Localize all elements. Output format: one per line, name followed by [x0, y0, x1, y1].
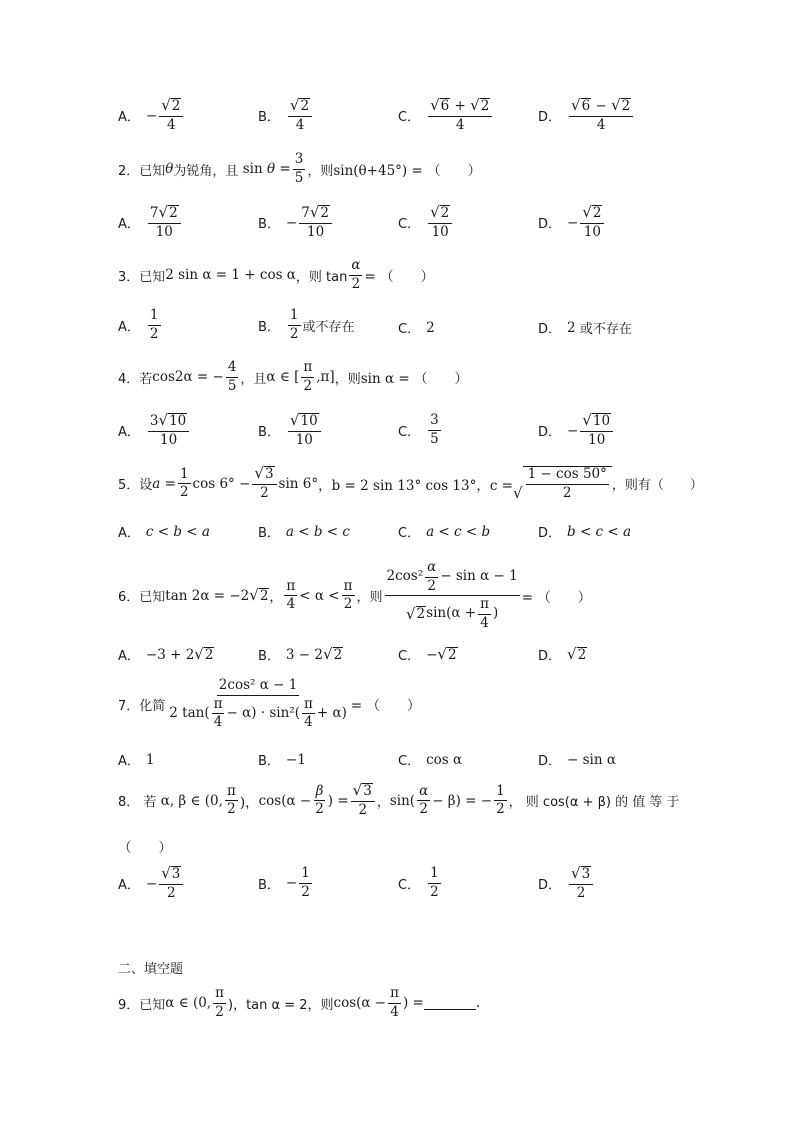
- q2-option-d[interactable]: D． − √ 2 10: [538, 205, 606, 240]
- q5-option-d[interactable]: D． b < c < a: [538, 523, 632, 541]
- q8-option-c[interactable]: C． $\frac{1}{2}$: [398, 865, 439, 900]
- q4-option-c[interactable]: C． $\frac{3}{5}$: [398, 412, 439, 447]
- q3-option-a[interactable]: A． $\frac{1}{2}$: [118, 307, 159, 342]
- question-9: 9．已知 α ∈ (0, $\frac{\pi}{2}$ )，tan α = 2，则 cos(α − $\frac{\pi}{4}$ ) = .: [118, 985, 481, 1020]
- question-3: 3．已知 2 sin α = 1 + cos α ，则 tan $\frac{\alpha}{2}$ = （ ）: [118, 257, 435, 292]
- question-7: 7．化简 2cos² α − 1 2 tan( $\frac{\pi}{4}$ − α) · sin²( $\frac{\pi}{4}$ + α) = （ ）: [118, 677, 421, 731]
- q1-option-d[interactable]: D． √ 6 − √ 2 4: [538, 98, 635, 133]
- q8-option-d[interactable]: D． √ 3 2: [538, 866, 595, 901]
- big-fraction: 2cos² α − 1 2 tan( $\frac{\pi}{4}$ − α) · sin²( $\frac{\pi}{4}$ + α): [169, 677, 347, 731]
- q6-option-c[interactable]: C． − √ 2: [398, 645, 457, 664]
- q6-option-d[interactable]: D． √ 2: [538, 645, 587, 664]
- q2-option-b[interactable]: B． − 7 √ 2 10: [258, 205, 334, 240]
- q4-option-d[interactable]: D． − √ 10 10: [538, 413, 615, 448]
- fraction: √ 2 4: [159, 98, 183, 133]
- q5-option-a[interactable]: A． c < b < a: [118, 523, 210, 541]
- fraction: √ 2 4: [288, 98, 312, 133]
- question-4: 4．若 cos2α = − $\frac{4}{5}$ ，且 α ∈ [ $\frac{\pi}{2}$ ,π] ，则 sin α = （ ）: [118, 359, 468, 394]
- fraction: √ 6 + √ 2 4: [428, 98, 492, 133]
- q3-option-c[interactable]: C． 2: [398, 319, 435, 337]
- q7-option-d[interactable]: D． − sin α: [538, 751, 616, 769]
- big-fraction: 2cos² $\frac{\alpha}{2}$ − sin α − 1 √ 2 sin(α + $\frac{\pi}{4}$ ): [386, 559, 518, 631]
- q6-option-b[interactable]: B． 3 − 2 √ 2: [258, 645, 343, 664]
- q7-option-a[interactable]: A． 1: [118, 751, 155, 769]
- q7-option-c[interactable]: C． cos α: [398, 751, 463, 769]
- question-5: 5．设 a = $\frac{1}{2}$ cos 6° − √ 3 2 sin 6° ，b = 2 sin 13° cos 13° ，c = √ $\frac{1 - \cos 50^\circ}{2}$ ，则有（ ）: [118, 464, 703, 503]
- q8-answer-paren: （ ）: [118, 840, 172, 856]
- q8-option-b[interactable]: B． − $\frac{1}{2}$: [258, 865, 310, 900]
- q4-option-a[interactable]: A． 3 √ 10 10: [118, 413, 191, 448]
- fraction: √ 6 − √ 2 4: [569, 98, 633, 133]
- section-title: 二、填空题: [118, 962, 184, 977]
- q2-option-c[interactable]: C． √ 2 10: [398, 205, 454, 240]
- q7-option-b[interactable]: B． −1: [258, 751, 306, 769]
- q5-option-b[interactable]: B． a < b < c: [258, 523, 350, 541]
- q1-option-a[interactable]: A． − √ 2 4: [118, 98, 185, 133]
- answer-blank[interactable]: [424, 997, 476, 1010]
- q1-option-c[interactable]: C． √ 6 + √ 2 4: [398, 98, 494, 133]
- q8-option-a[interactable]: A． − √ 3 2: [118, 866, 185, 901]
- q3-option-b[interactable]: B． $\frac{1}{2}$ 或不存在: [258, 307, 355, 342]
- question-2: 2．已知 θ 为锐角，且 sin θ = $\frac{3}{5}$ ，则 sin(θ+45°) = （ ）: [118, 151, 482, 186]
- question-6: 6．已知 tan 2α = −2 √ 2 ， $\frac{\pi}{4}$ < α < $\frac{\pi}{2}$ ，则 2cos² $\frac{\alpha}{2}$ − sin α − 1 √ 2 sin(α + $\frac{\pi}{4}$ ) = （ ）: [118, 559, 592, 631]
- question-8: 8． 若 α, β ∈ (0, $\frac{\pi}{2}$ )， cos(α − $\frac{\beta}{2}$ ) = √ 3 2 ， sin( $\frac{\alpha}{2}$ − β) = − $\frac{1}{2}$ ， 则 cos(α + β) 的 值 等 于: [118, 781, 680, 818]
- q2-option-a[interactable]: A． 7 √ 2 10: [118, 205, 183, 240]
- q6-option-a[interactable]: A． −3 + 2 √ 2: [118, 645, 214, 664]
- q4-option-b[interactable]: B． √ 10 10: [258, 413, 323, 448]
- q3-option-d[interactable]: D． 2 或不存在: [538, 319, 632, 337]
- q1-option-b[interactable]: B． √ 2 4: [258, 98, 314, 133]
- q5-option-c[interactable]: C． a < c < b: [398, 523, 491, 541]
